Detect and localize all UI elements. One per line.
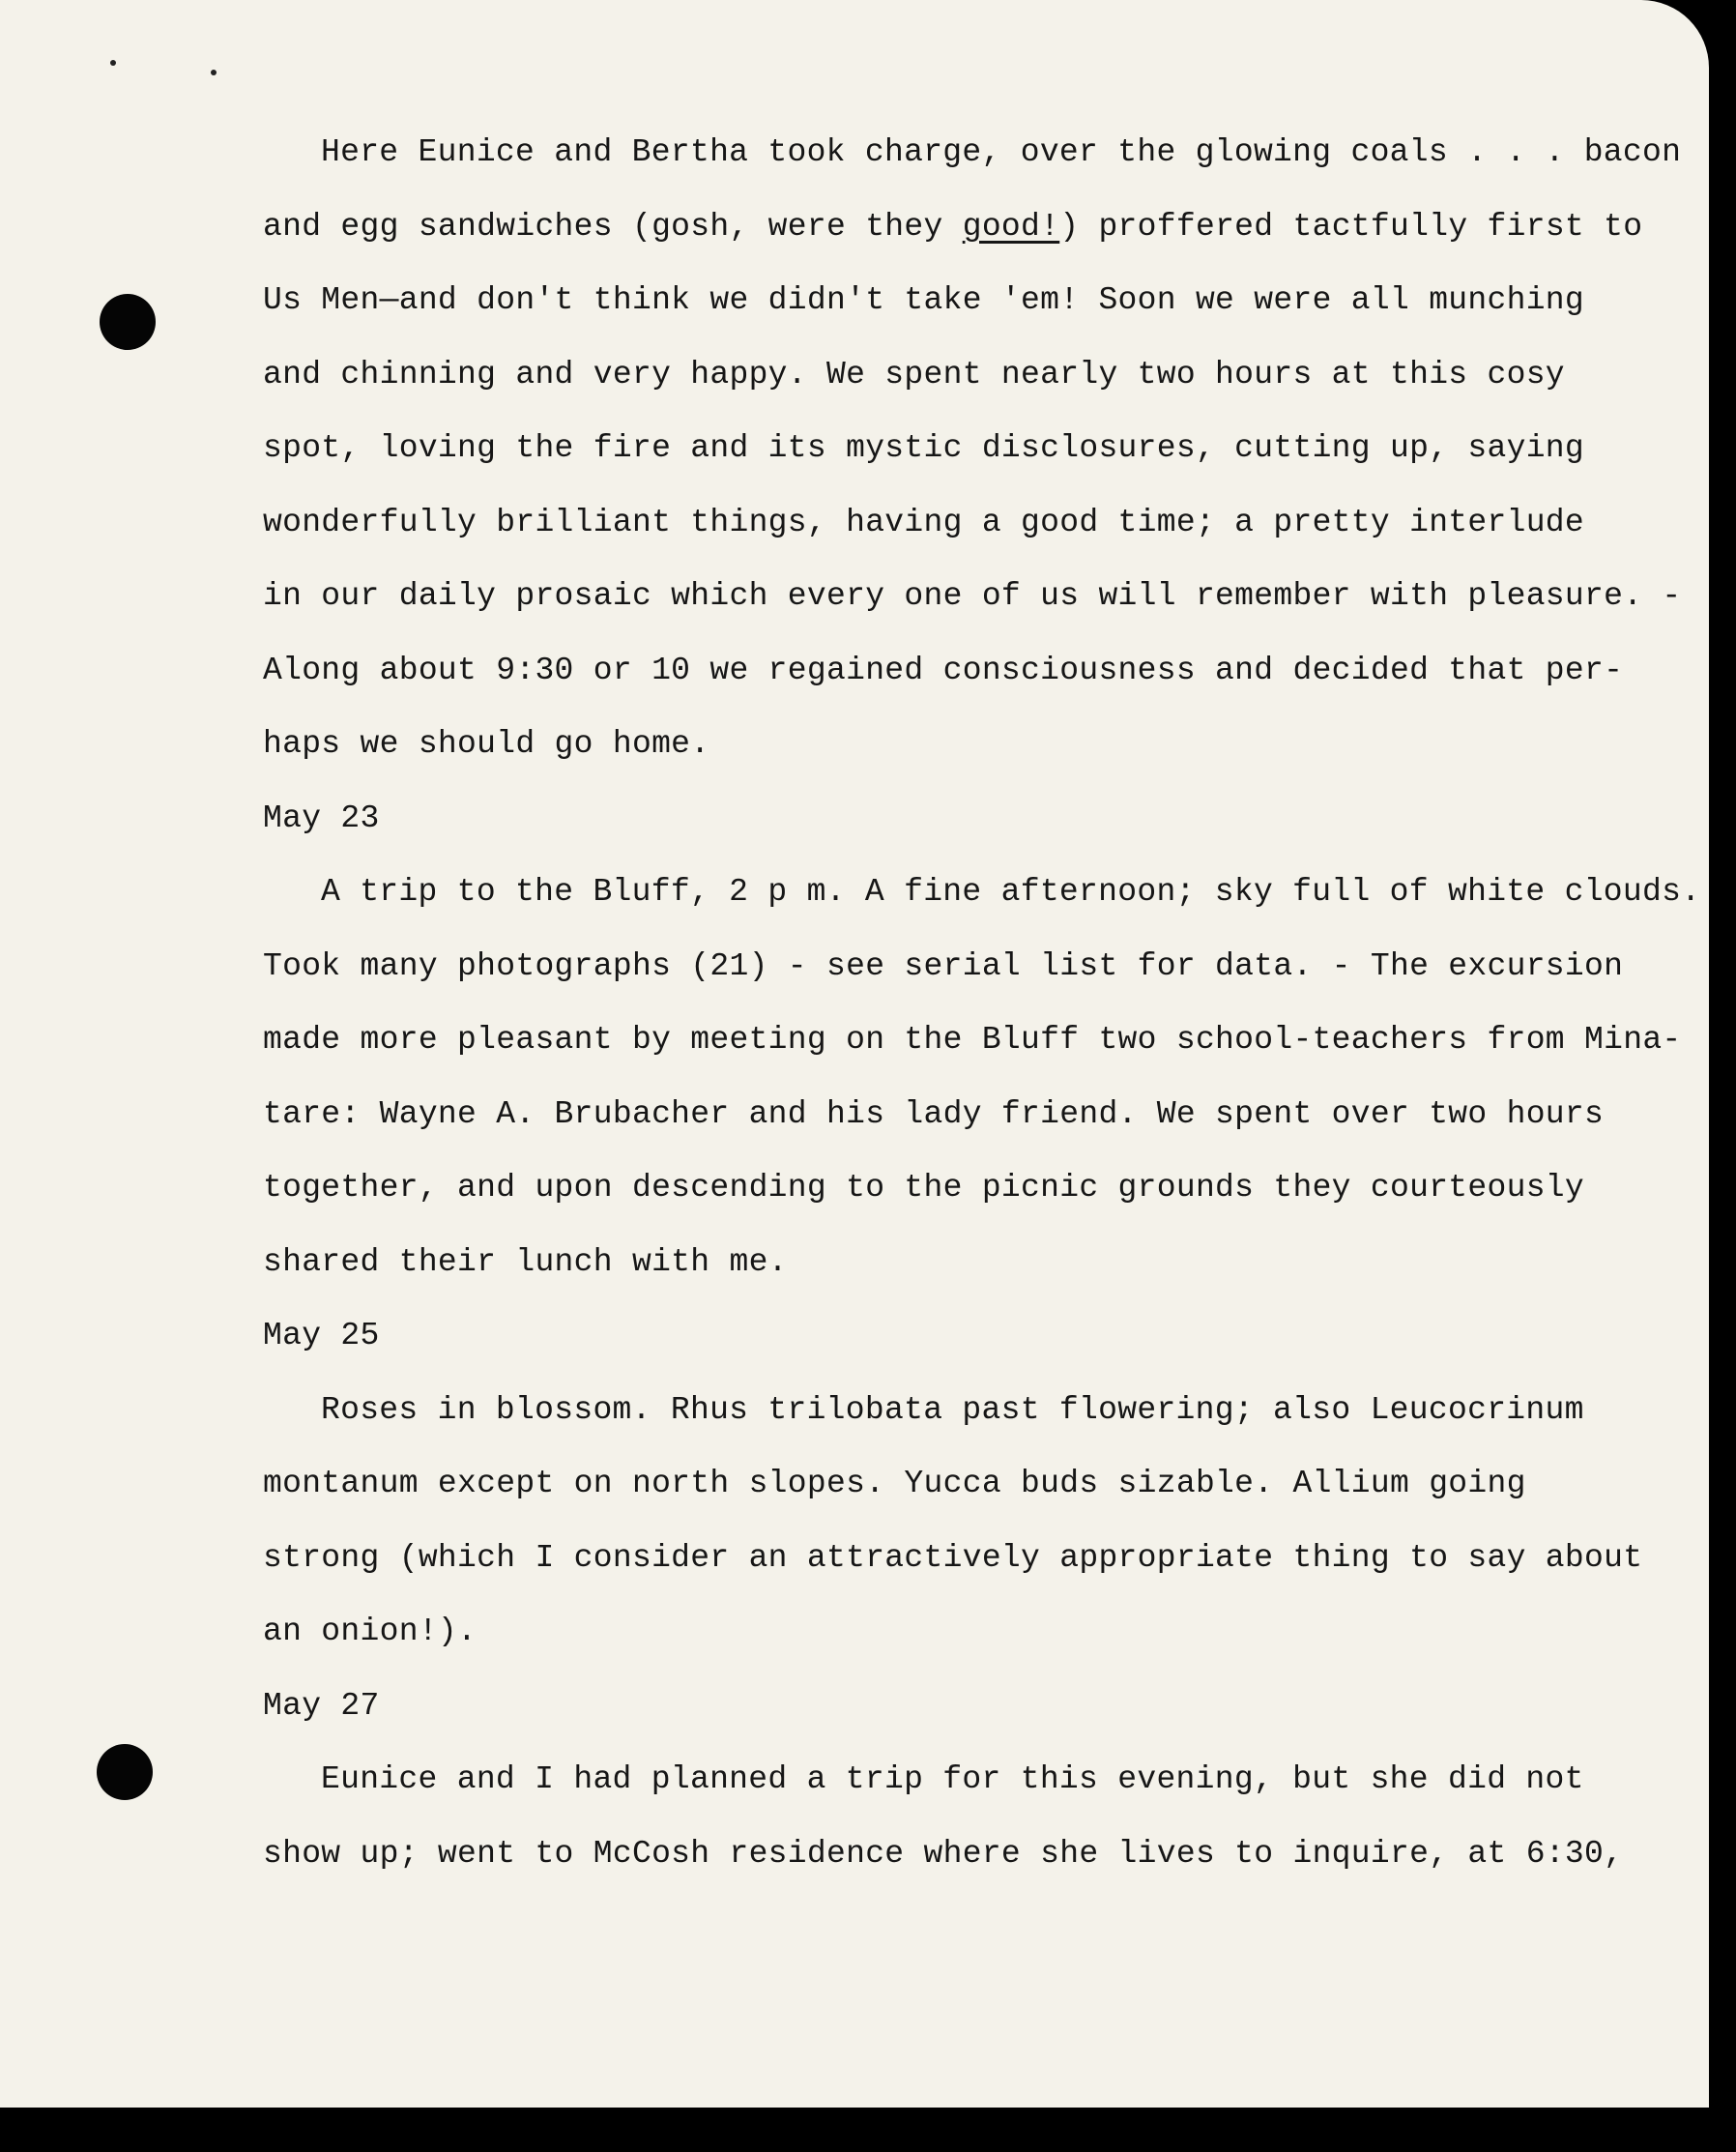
text-line: spot, loving the fire and its mystic disclosures, cutting up, saying xyxy=(263,430,1585,466)
text-line: haps we should go home. xyxy=(263,726,710,762)
text-line: and chinning and very happy. We spent nearly two hours at this cosy xyxy=(263,356,1565,393)
entry-date: May 25 xyxy=(263,1318,380,1353)
punch-hole-top xyxy=(100,294,156,350)
entry-date: May 27 xyxy=(263,1687,380,1724)
underlined-word: good! xyxy=(962,208,1060,245)
text-line: montanum except on north slopes. Yucca buds sizable. Allium going xyxy=(263,1466,1526,1501)
text-line: Eunice and I had planned a trip for this evening, but she did not xyxy=(321,1761,1584,1797)
ink-speck xyxy=(211,70,217,75)
text-line: Here Eunice and Bertha took charge, over the glowing coals . . . bacon xyxy=(321,134,1682,170)
text-line: tare: Wayne A. Brubacher and his lady friend. We spent over two hours xyxy=(263,1095,1605,1132)
text-fragment: ) proffered tactfully first to xyxy=(1059,208,1643,245)
text-line: shared their lunch with me. xyxy=(263,1243,788,1280)
text-line: an onion!). xyxy=(263,1614,477,1649)
text-line: Us Men—and don't think we didn't take 'em! Soon we were all munching xyxy=(263,282,1585,318)
text-line: wonderfully brilliant things, having a good time; a pretty interlude xyxy=(263,504,1585,540)
text-line: strong (which I consider an attractively appropriate thing to say about xyxy=(263,1539,1643,1576)
scan-border-bottom xyxy=(0,2108,1736,2152)
text-line: show up; went to McCosh residence where she lives to inquire, at 6:30, xyxy=(263,1835,1624,1872)
punch-hole-bottom xyxy=(97,1744,153,1800)
text-line: in our daily prosaic which every one of us will remember with pleasure. - xyxy=(263,578,1682,614)
text-line: Took many photographs (21) - see serial list for data. - The excursion xyxy=(263,947,1624,984)
diary-text xyxy=(263,116,1701,1891)
text-line: together, and upon descending to the picnic grounds they courteously xyxy=(263,1170,1585,1206)
text-line: A trip to the Bluff, 2 p m. A fine afternoon; sky full of white clouds. xyxy=(321,874,1701,910)
entry-date: May 23 xyxy=(263,800,380,836)
text-line: Along about 9:30 or 10 we regained consciousness and decided that per- xyxy=(263,652,1624,688)
text-line xyxy=(263,190,1684,265)
text-line: Roses in blossom. Rhus trilobata past flowering; also Leucocrinum xyxy=(321,1391,1584,1428)
text-fragment: and egg sandwiches (gosh, were they xyxy=(263,208,963,245)
text-line: made more pleasant by meeting on the Bluff two school-teachers from Mina- xyxy=(263,1022,1682,1058)
scan-border-right xyxy=(1709,0,1736,2152)
ink-speck xyxy=(110,60,116,66)
